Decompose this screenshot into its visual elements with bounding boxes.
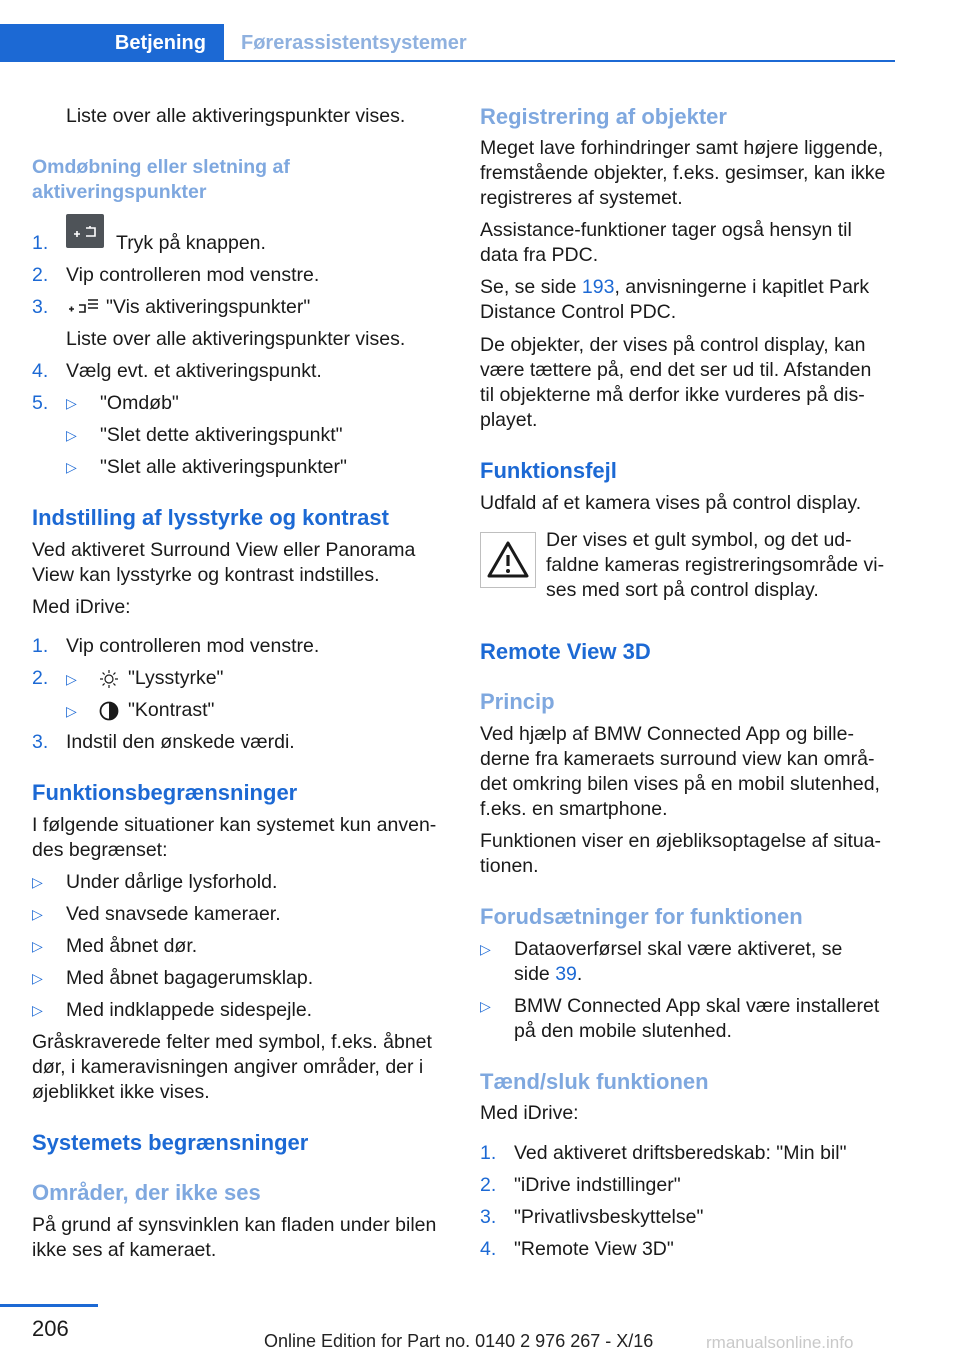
heading-rename-line2: aktiveringspunkter <box>32 181 207 203</box>
paragraph: De objekter, der vises på control display, kan <box>480 334 866 356</box>
step-text: Indstil den ønskede værdi. <box>66 731 295 753</box>
heading-principle: Princip <box>480 689 555 714</box>
header-tabbar <box>0 24 895 62</box>
bullet-triangle-icon: ▷ <box>32 874 43 890</box>
paragraph: registreres af systemet. <box>480 187 683 209</box>
step-number: 1. <box>32 635 49 657</box>
camera-button-icon <box>66 214 104 248</box>
sun-brightness-icon <box>98 668 120 690</box>
heading-remote-view: Remote View 3D <box>480 639 651 664</box>
paragraph: være tættere på, end det ser ud til. Afstanden <box>480 359 872 381</box>
list-item: Dataoverførsel skal være aktiveret, se <box>514 938 843 960</box>
list-item: Med indklappede sidespejle. <box>66 999 313 1021</box>
bullet-triangle-icon: ▷ <box>66 671 77 687</box>
heading-toggle: Tænd/sluk funktionen <box>480 1069 709 1094</box>
paragraph: det omkring bilen vises på en mobil slutenhed, <box>480 773 880 795</box>
page-number: 206 <box>32 1316 69 1341</box>
page-link-193[interactable]: 193 <box>581 276 615 298</box>
step-text: Vip controlleren mod venstre. <box>66 264 320 286</box>
list-item: BMW Connected App skal være installeret <box>514 995 880 1017</box>
step-text: "Omdøb" <box>100 392 179 414</box>
list-item: Med åbnet dør. <box>66 935 198 957</box>
paragraph: f.eks. en smartphone. <box>480 798 668 820</box>
step-sub-text: Liste over alle aktiveringspunkter vises. <box>66 328 406 350</box>
activation-points-list-icon <box>66 296 100 318</box>
heading-rename-line1: Omdøbning eller sletning af <box>32 156 290 178</box>
heading-detect: Registrering af objekter <box>480 104 727 129</box>
paragraph: øjeblikket ikke vises. <box>32 1081 210 1103</box>
paragraph: ikke ses af kameraet. <box>32 1239 217 1261</box>
list-item: på den mobile slutenhed. <box>514 1020 732 1042</box>
list-item: Ved snavsede kameraer. <box>66 903 281 925</box>
paragraph: ses med sort på control display. <box>546 579 819 601</box>
bullet-triangle-icon: ▷ <box>66 703 77 719</box>
list-item: Med åbnet bagagerumsklap. <box>66 967 314 989</box>
paragraph: I følgende situationer kan systemet kun anven‐ <box>32 814 437 836</box>
paragraph: Med iDrive: <box>32 596 131 618</box>
step-text: "Privatlivsbeskyttelse" <box>514 1206 704 1228</box>
footer-accent-line <box>0 1304 98 1307</box>
step-text: "Vis aktiveringspunkter" <box>106 296 311 318</box>
step-number: 3. <box>480 1206 497 1228</box>
list-item: Under dårlige lysforhold. <box>66 871 278 893</box>
paragraph: Assistance-funktioner tager også hensyn til <box>480 219 852 241</box>
paragraph: dør, i kameravisningen angiver områder, der i <box>32 1056 424 1078</box>
paragraph: playet. <box>480 409 538 431</box>
paragraph: Gråskraverede felter med symbol, f.eks. åbnet <box>32 1031 432 1053</box>
bullet-triangle-icon: ▷ <box>32 1002 43 1018</box>
paragraph: Meget lave forhindringer samt højere liggende, <box>480 137 884 159</box>
step-text: Ved aktiveret driftsberedskab: "Min bil" <box>514 1142 847 1164</box>
step-number: 2. <box>480 1174 497 1196</box>
text: side <box>514 963 556 985</box>
paragraph: Funktionen viser en øjebliksoptagelse af situa‐ <box>480 830 882 852</box>
text: Se, se side <box>480 276 582 298</box>
step-text: "Lysstyrke" <box>128 667 224 689</box>
heading-brightness: Indstilling af lysstyrke og kontrast <box>32 505 389 530</box>
step-number: 2. <box>32 667 49 689</box>
bullet-triangle-icon: ▷ <box>480 941 491 957</box>
paragraph: fremstående objekter, f.eks. gesimser, kan ikke <box>480 162 886 184</box>
bullet-triangle-icon: ▷ <box>480 998 491 1014</box>
step-text: Vælg evt. et aktiveringspunkt. <box>66 360 322 382</box>
contrast-icon <box>98 700 120 722</box>
paragraph: Der vises et gult symbol, og det ud‐ <box>546 529 852 551</box>
paragraph: faldne kameras registreringsområde vi‐ <box>546 554 885 576</box>
warning-icon <box>480 532 536 588</box>
step-number: 1. <box>32 232 49 254</box>
step-number: 1. <box>480 1142 497 1164</box>
list-item <box>514 962 582 987</box>
paragraph <box>480 275 869 300</box>
step-text: "Remote View 3D" <box>514 1238 674 1260</box>
step-number: 3. <box>32 731 49 753</box>
heading-system-limits: Systemets begrænsninger <box>32 1130 309 1155</box>
watermark: rmanualsonline.info <box>706 1333 854 1352</box>
heading-prerequisites: Forudsætninger for funktionen <box>480 904 803 929</box>
heading-limits: Funktionsbegrænsninger <box>32 780 298 805</box>
sub-option: "Kontrast" <box>128 699 215 721</box>
step-text: Tryk på knappen. <box>116 232 266 254</box>
bullet-triangle-icon: ▷ <box>66 427 77 443</box>
page-link-39[interactable]: 39 <box>555 963 577 985</box>
bullet-triangle-icon: ▷ <box>32 970 43 986</box>
heading-areas: Områder, der ikke ses <box>32 1180 261 1205</box>
text: , anvisningerne i kapitlet Park <box>614 276 870 298</box>
paragraph: Ved aktiveret Surround View eller Panorama <box>32 539 416 561</box>
paragraph: Ved hjælp af BMW Connected App og bille‐ <box>480 723 854 745</box>
sub-option: "Slet alle aktiveringspunkter" <box>100 456 347 478</box>
tab-forerassistentsystemer[interactable] <box>241 24 467 62</box>
tab-betjening[interactable] <box>0 24 224 62</box>
paragraph: View kan lysstyrke og kontrast indstilles. <box>32 564 380 586</box>
bullet-triangle-icon: ▷ <box>66 395 77 411</box>
bullet-triangle-icon: ▷ <box>32 906 43 922</box>
bullet-triangle-icon: ▷ <box>32 938 43 954</box>
paragraph: des begrænset: <box>32 839 168 861</box>
paragraph: derne fra kameraets surround view kan områ‐ <box>480 748 875 770</box>
step-number: 3. <box>32 296 49 318</box>
step-text: Vip controlleren mod venstre. <box>66 635 320 657</box>
step-number: 2. <box>32 264 49 286</box>
paragraph: data fra PDC. <box>480 244 599 266</box>
step-number: 5. <box>32 392 49 414</box>
sub-option: "Slet dette aktiveringspunkt" <box>100 424 343 446</box>
step-number: 4. <box>480 1238 497 1260</box>
tab-betjening-label: Betjening <box>114 31 206 54</box>
paragraph: til objekterne må derfor ikke vurderes på dis‐ <box>480 384 865 406</box>
paragraph: På grund af synsvinklen kan fladen under bilen <box>32 1214 437 1236</box>
text: . <box>576 963 583 985</box>
step-text: "iDrive indstillinger" <box>514 1174 681 1196</box>
paragraph: Udfald af et kamera vises på control display. <box>480 492 862 514</box>
edition-text: Online Edition for Part no. 0140 2 976 267 - X/16 <box>264 1331 654 1351</box>
paragraph: Med iDrive: <box>480 1102 579 1124</box>
step-number: 4. <box>32 360 49 382</box>
bullet-triangle-icon: ▷ <box>66 459 77 475</box>
paragraph: Distance Control PDC. <box>480 301 677 323</box>
paragraph: tionen. <box>480 855 539 877</box>
paragraph: Liste over alle aktiveringspunkter vises. <box>66 105 406 127</box>
tab-forerassistentsystemer-label: Førerassistentsystemer <box>241 31 467 54</box>
heading-fault: Funktionsfejl <box>480 458 617 483</box>
